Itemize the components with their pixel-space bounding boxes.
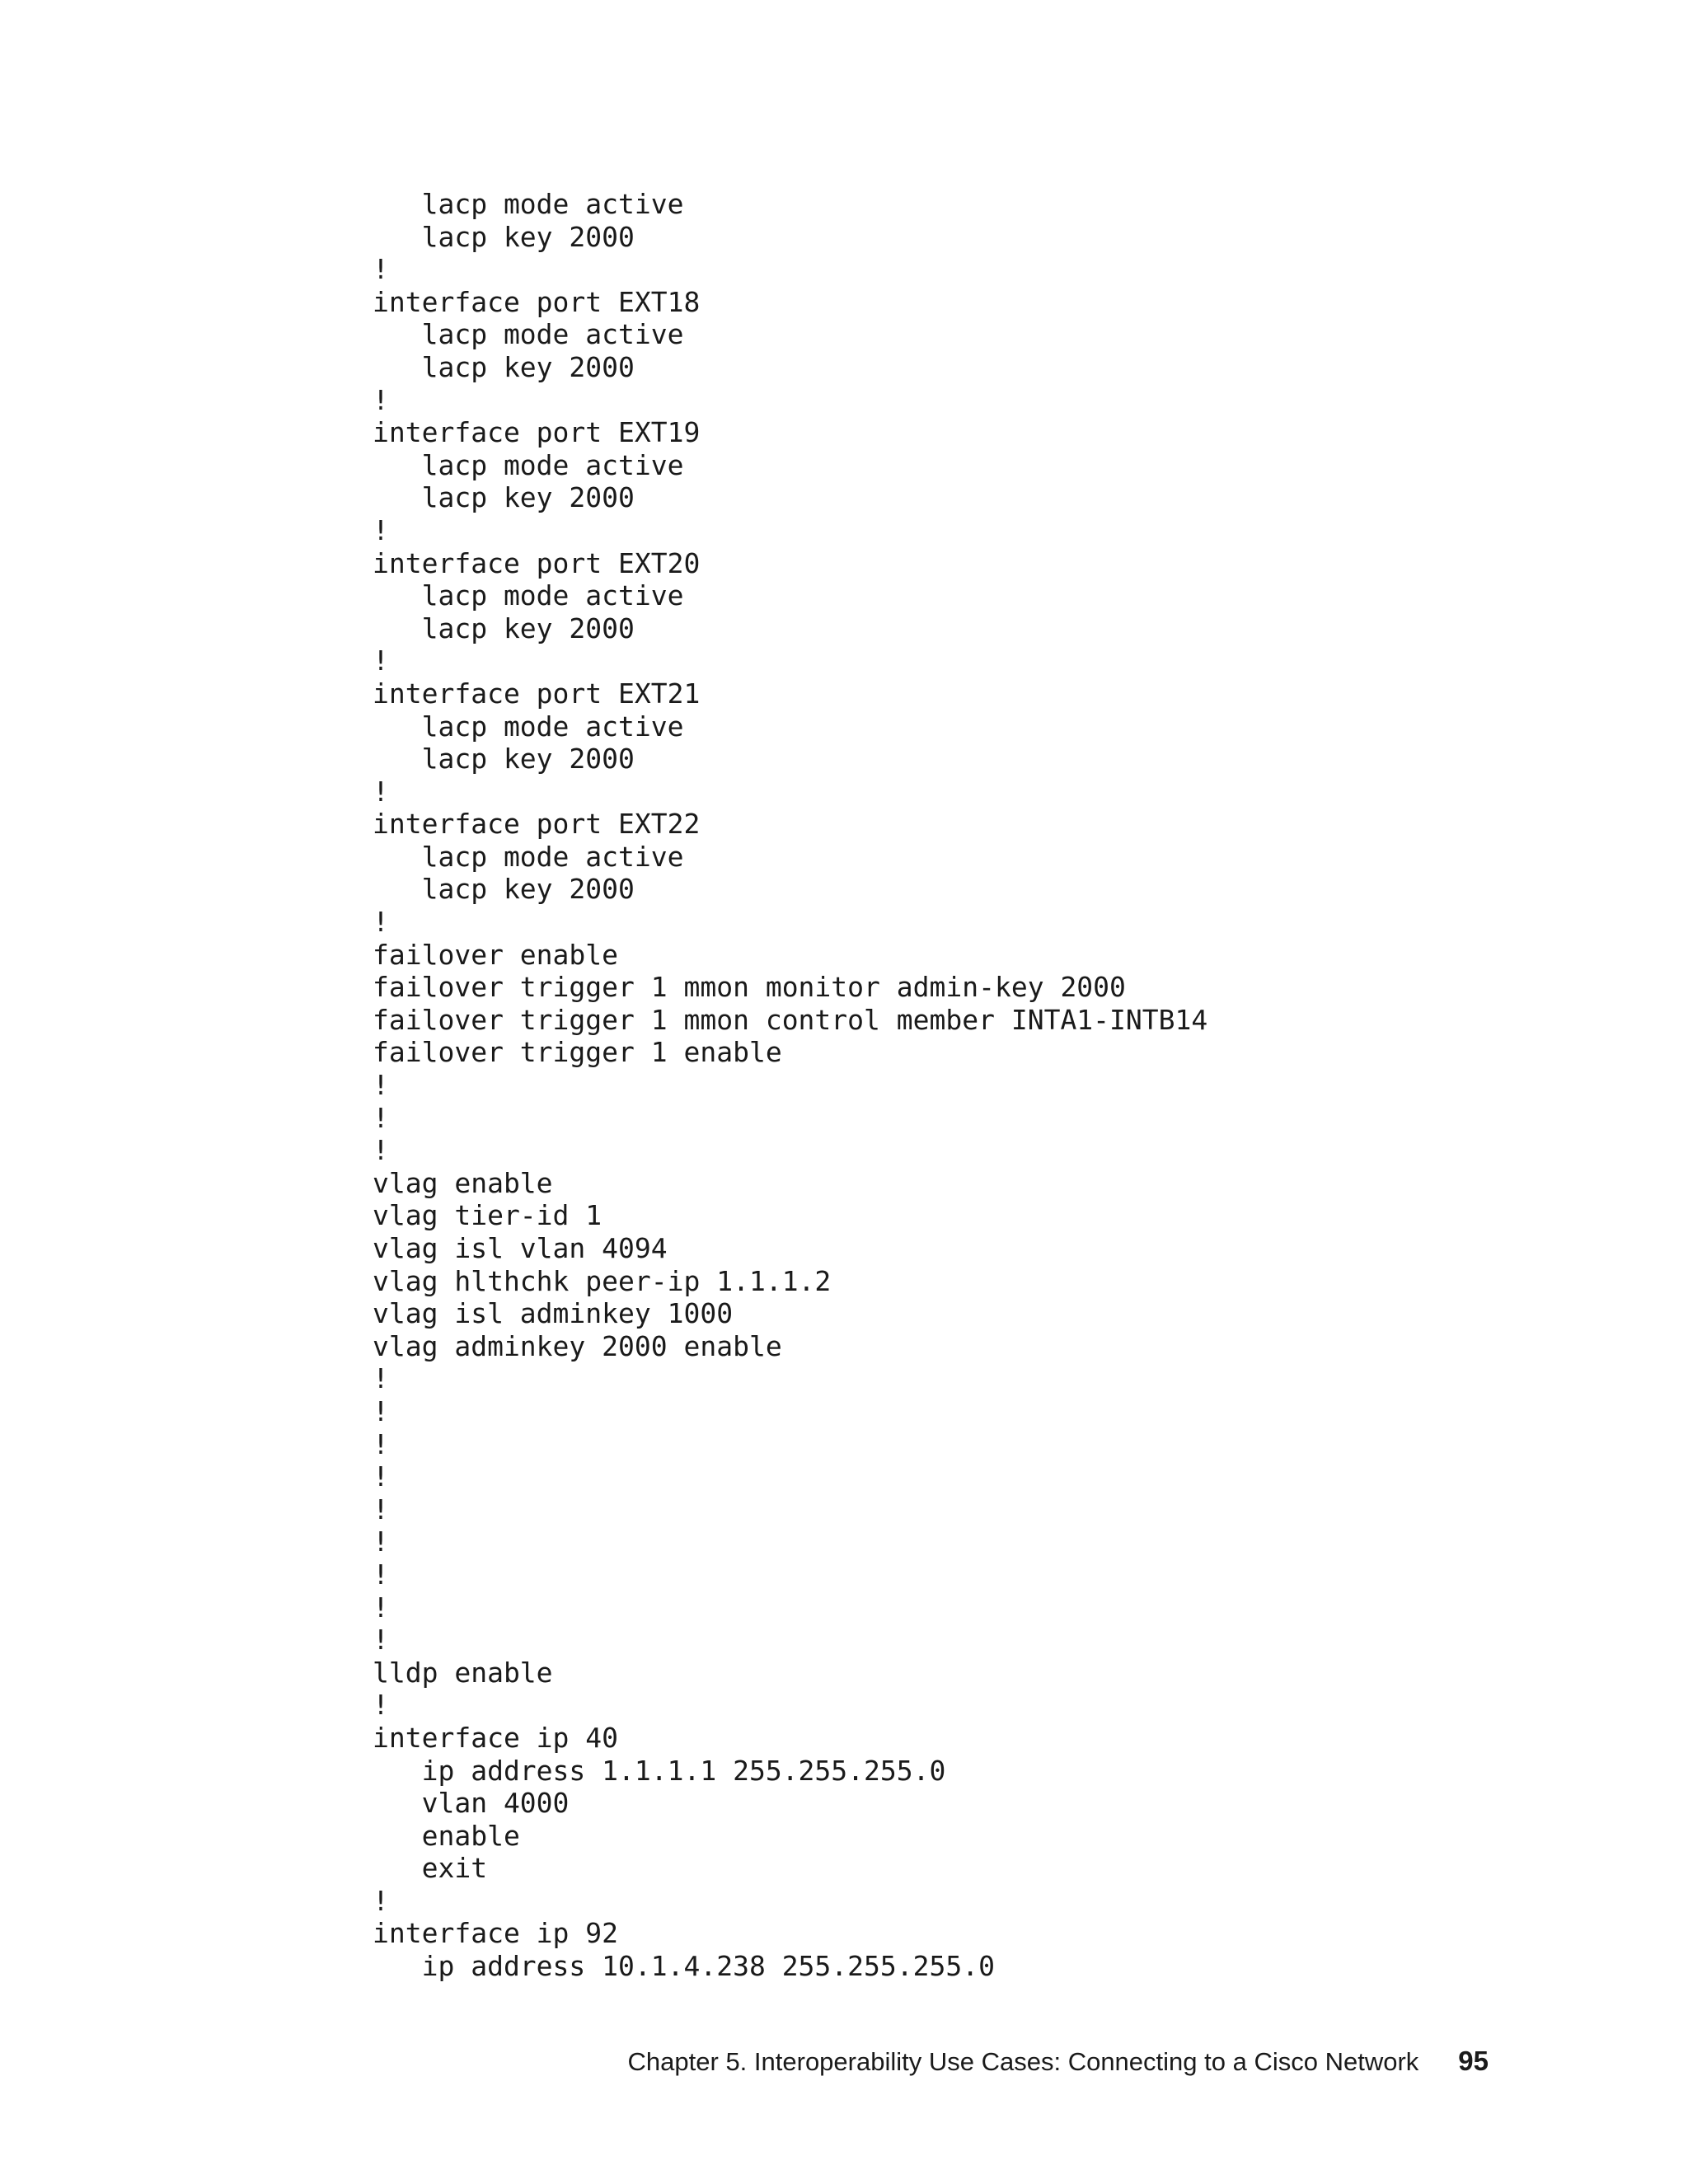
code-line: ! bbox=[373, 1689, 389, 1722]
code-line: ip address 10.1.4.238 255.255.255.0 bbox=[373, 1950, 995, 1983]
code-line: ! bbox=[373, 1069, 389, 1102]
code-line: ! bbox=[373, 644, 389, 677]
code-line: interface port EXT22 bbox=[373, 808, 701, 841]
code-line: lacp key 2000 bbox=[373, 350, 635, 383]
page-footer bbox=[0, 2046, 1489, 2077]
code-line: ! bbox=[373, 1134, 389, 1167]
code-line: ! bbox=[373, 1427, 389, 1460]
code-line: failover enable bbox=[373, 938, 619, 971]
code-line: vlag adminkey 2000 enable bbox=[373, 1329, 782, 1362]
code-line: ! bbox=[373, 1591, 389, 1624]
code-line: interface ip 92 bbox=[373, 1917, 619, 1950]
code-line: ! bbox=[373, 1624, 389, 1657]
code-line: vlag hlthchk peer-ip 1.1.1.2 bbox=[373, 1264, 832, 1297]
code-line: exit bbox=[373, 1852, 488, 1885]
code-line: vlag enable bbox=[373, 1166, 553, 1199]
code-line: lacp mode active bbox=[373, 318, 684, 351]
code-line: vlag isl vlan 4094 bbox=[373, 1232, 668, 1264]
footer-chapter-title: Chapter 5. Interoperability Use Cases: Connecting to a Cisco Network bbox=[627, 2047, 1419, 2076]
code-line: interface port EXT18 bbox=[373, 285, 701, 318]
code-line: lacp key 2000 bbox=[373, 612, 635, 644]
code-line: enable bbox=[373, 1819, 520, 1852]
code-line: lacp key 2000 bbox=[373, 481, 635, 514]
code-line: lacp key 2000 bbox=[373, 873, 635, 906]
code-line: ! bbox=[373, 513, 389, 546]
code-line: lacp mode active bbox=[373, 448, 684, 481]
code-line: ! bbox=[373, 253, 389, 286]
code-line: ip address 1.1.1.1 255.255.255.0 bbox=[373, 1754, 946, 1787]
code-line: lacp mode active bbox=[373, 579, 684, 612]
code-line: ! bbox=[373, 775, 389, 808]
code-line: ! bbox=[373, 1558, 389, 1591]
code-line: lacp mode active bbox=[373, 840, 684, 873]
code-line: ! bbox=[373, 1493, 389, 1526]
footer-page-number: 95 bbox=[1458, 2046, 1489, 2076]
code-line: lacp mode active bbox=[373, 710, 684, 743]
code-line: vlag isl adminkey 1000 bbox=[373, 1297, 734, 1330]
code-line: failover trigger 1 enable bbox=[373, 1036, 782, 1069]
code-line: ! bbox=[373, 1460, 389, 1493]
code-line: lacp mode active bbox=[373, 188, 684, 220]
config-code-listing bbox=[373, 188, 1207, 1983]
code-line: interface port EXT20 bbox=[373, 546, 701, 579]
code-line: interface ip 40 bbox=[373, 1721, 619, 1754]
code-line: ! bbox=[373, 1362, 389, 1395]
code-line: ! bbox=[373, 906, 389, 939]
code-line: failover trigger 1 mmon control member INTA1-INTB14 bbox=[373, 1003, 1208, 1036]
code-line: lacp key 2000 bbox=[373, 220, 635, 253]
code-line: lldp enable bbox=[373, 1656, 553, 1689]
code-line: ! bbox=[373, 383, 389, 416]
code-line: failover trigger 1 mmon monitor admin-key 2000 bbox=[373, 971, 1126, 1004]
code-line: vlag tier-id 1 bbox=[373, 1199, 603, 1232]
code-line: vlan 4000 bbox=[373, 1787, 570, 1820]
code-line: interface port EXT19 bbox=[373, 416, 701, 449]
code-line: ! bbox=[373, 1101, 389, 1134]
code-line: ! bbox=[373, 1526, 389, 1558]
code-line: interface port EXT21 bbox=[373, 677, 701, 710]
code-line: ! bbox=[373, 1394, 389, 1427]
code-line: lacp key 2000 bbox=[373, 743, 635, 776]
code-line: ! bbox=[373, 1884, 389, 1917]
